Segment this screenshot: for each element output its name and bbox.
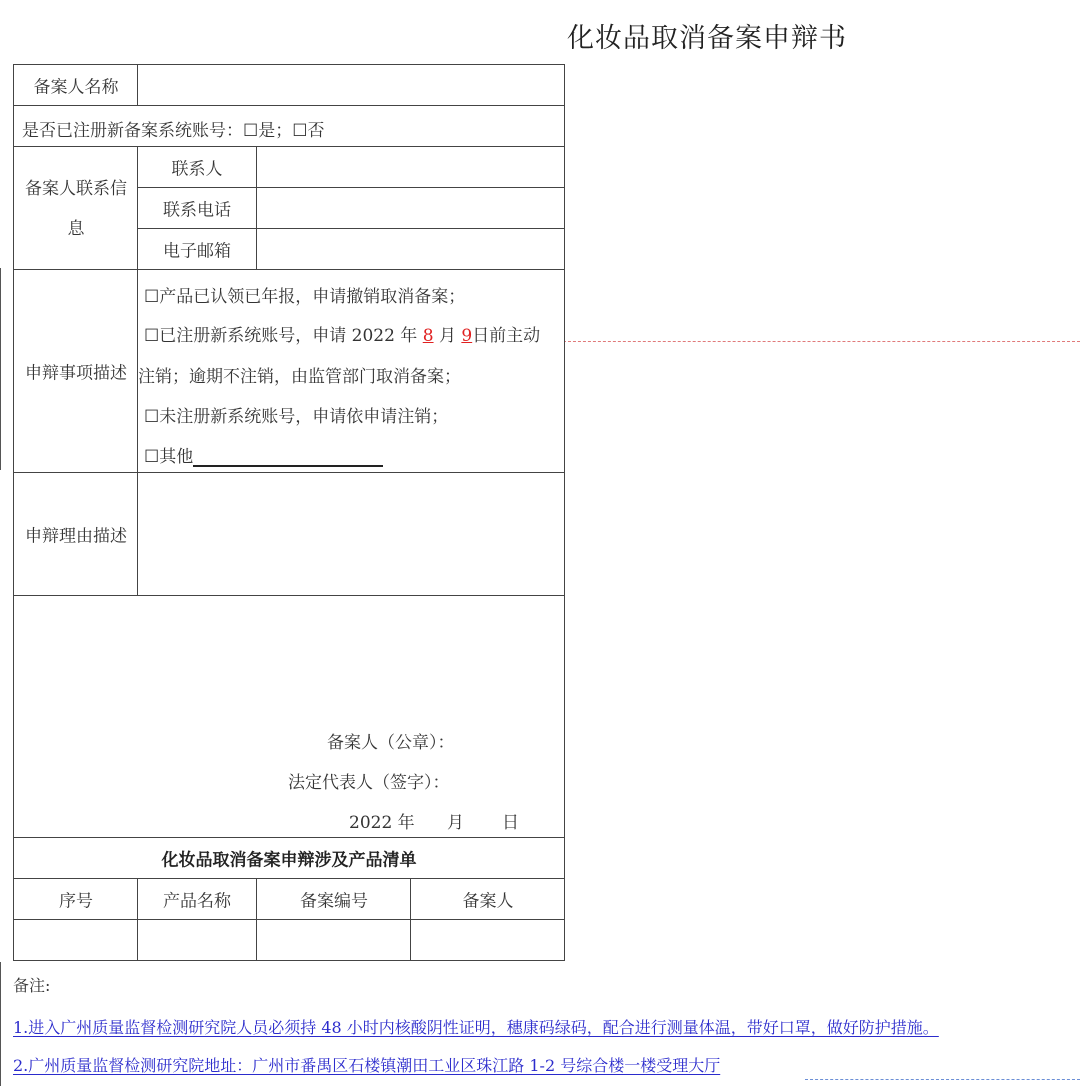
revision-bar [0, 268, 1, 470]
product-row-filer-field[interactable] [410, 919, 565, 961]
date-day: 日 [502, 813, 519, 833]
contact-person-field[interactable] [256, 146, 565, 188]
matter-options-cell [137, 269, 565, 473]
matter-label-cell [13, 269, 138, 473]
comment-connector-line [553, 341, 1080, 342]
matter-option-other[interactable] [144, 442, 383, 467]
account-question-cell[interactable] [13, 105, 565, 147]
matter-option-unregistered[interactable]: ☐未注册新系统账号，申请依申请注销； [144, 407, 449, 427]
matter-option2-suffix: 日前主动 [472, 326, 541, 346]
reason-label-cell [13, 472, 138, 596]
matter-option-registered-line2: 注销；逾期不注销，由监管部门取消备案； [138, 367, 461, 387]
product-list-title: 化妆品取消备案申辩涉及产品清单 [161, 850, 417, 871]
matter-option2-mid: 月 [438, 326, 456, 346]
revision-bar-notes [0, 962, 1, 1086]
contact-section-label-cell [13, 146, 138, 270]
header-filer: 备案人 [462, 891, 514, 912]
product-row-name-field[interactable] [137, 919, 257, 961]
contact-person-label: 联系人 [171, 159, 223, 180]
matter-option2-prefix: ☐已注册新系统账号，申请 2022 年 [144, 326, 418, 346]
matter-label: 申辩事项描述 [25, 363, 127, 384]
email-field[interactable] [256, 228, 565, 270]
filer-name-label-cell [13, 64, 138, 106]
document-title: 化妆品取消备案申辩书 [567, 23, 847, 54]
contact-phone-field[interactable] [256, 187, 565, 229]
email-label-cell [137, 228, 257, 270]
comment-connector-line-notes [805, 1079, 1080, 1080]
filer-name-field[interactable] [137, 64, 565, 106]
matter-option-other-label: ☐其他 [144, 447, 194, 467]
note-item-2[interactable]: 2.广州质量监督检测研究院地址：广州市番禺区石楼镇潮田工业区珠江路 1-2 号综合楼一楼受理大厅 [13, 1056, 721, 1075]
reason-field[interactable] [137, 472, 565, 596]
reason-label: 申辩理由描述 [25, 526, 127, 547]
notes-heading: 备注: [13, 976, 51, 995]
contact-person-label-cell [137, 146, 257, 188]
product-list-title-cell [13, 837, 565, 879]
matter-option2-month: 8 [422, 326, 434, 346]
matter-option-registered[interactable] [144, 321, 540, 346]
contact-section-label: 备案人联系信息 [25, 179, 127, 239]
seal-label: 备案人（公章）： [327, 733, 455, 753]
header-product-name: 产品名称 [163, 891, 231, 912]
product-row-serial-field[interactable] [13, 919, 138, 961]
matter-option2-day: 9 [461, 326, 473, 346]
email-label: 电子邮箱 [163, 241, 231, 262]
product-row-filing-number-field[interactable] [256, 919, 411, 961]
contact-phone-label-cell [137, 187, 257, 229]
other-blank-line [193, 447, 383, 467]
note-item-1[interactable]: 1.进入广州质量监督检测研究院人员必须持 48 小时内核酸阴性证明，穗康码绿码，配合进行测量体温，带好口罩，做好防护措施。 [13, 1018, 939, 1037]
matter-option-revoke[interactable]: ☐产品已认领已年报，申请撤销取消备案； [144, 287, 466, 307]
date-month: 月 [447, 813, 464, 833]
contact-phone-label: 联系电话 [163, 200, 231, 221]
header-product-name-cell [137, 878, 257, 920]
account-question: 是否已注册新备案系统账号：☐是；☐否 [22, 121, 325, 141]
signature-cell [13, 595, 565, 838]
header-serial-cell [13, 878, 138, 920]
header-serial: 序号 [59, 891, 93, 912]
header-filer-cell [410, 878, 565, 920]
header-filing-number: 备案编号 [300, 891, 368, 912]
date-year: 2022 年 [349, 813, 415, 833]
header-filing-number-cell [256, 878, 411, 920]
legal-rep-label: 法定代表人（签字）： [288, 773, 450, 793]
filer-name-label: 备案人名称 [33, 77, 119, 98]
